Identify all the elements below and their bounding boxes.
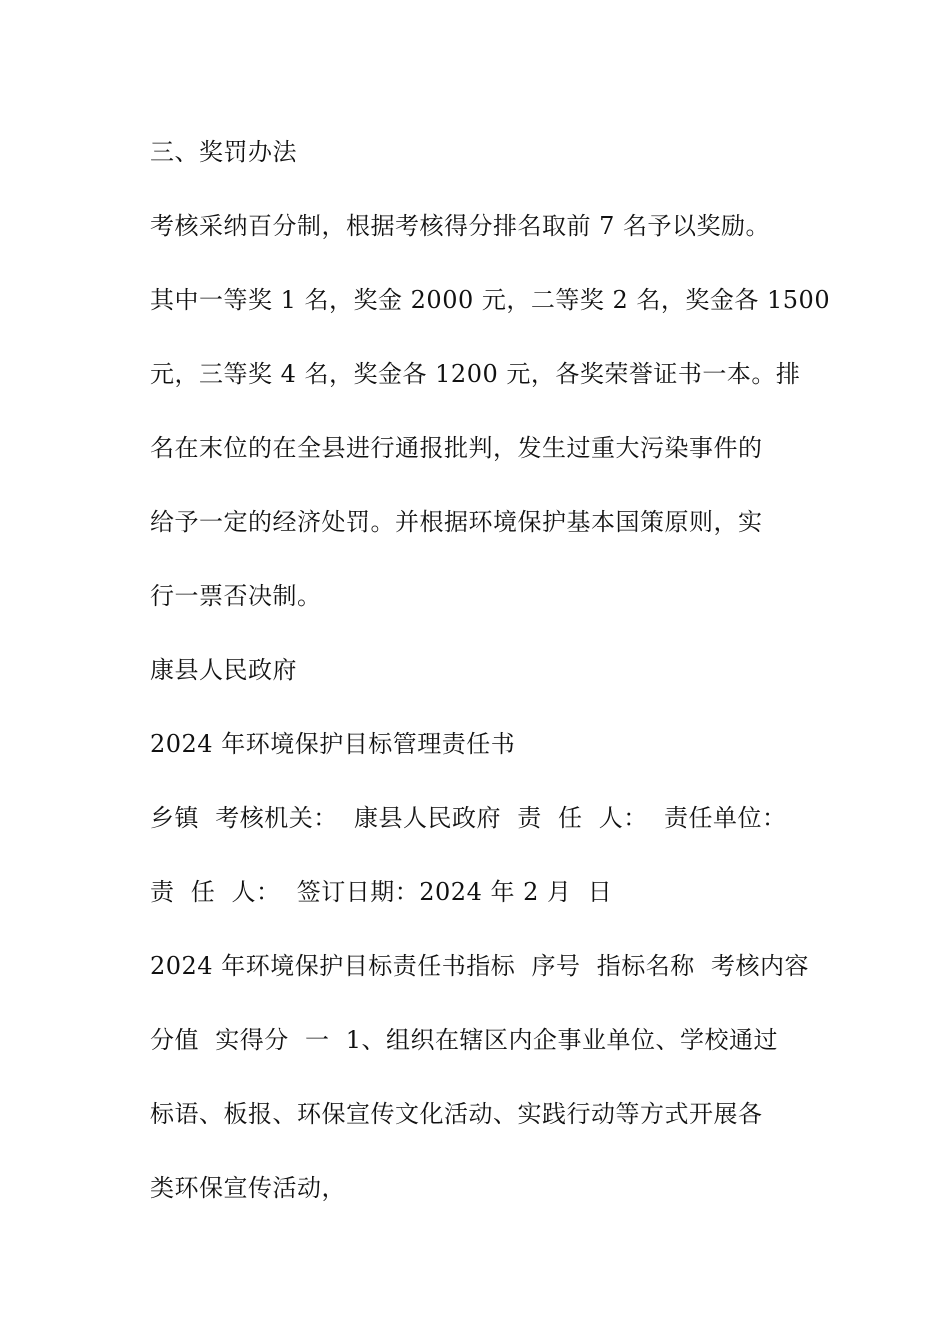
issuer-name: 康县人民政府 (150, 656, 297, 684)
signing-date-line: 责 任 人： 签订日期：2024 年 2 月 日 (150, 878, 613, 906)
indicator-table-line: 标语、板报、环保宣传文化活动、实践行动等方式开展各 (150, 1100, 763, 1128)
indicator-table-line: 类环保宣传活动， (150, 1174, 346, 1202)
paragraph-line: 考核采纳百分制，根据考核得分排名取前 7 名予以奖励。 (150, 212, 771, 240)
paragraph-line: 元，三等奖 4 名，奖金各 1200 元，各奖荣誉证书一本。排 (150, 360, 801, 388)
paragraph-line: 名在末位的在全县进行通报批判，发生过重大污染事件的 (150, 434, 763, 462)
section-heading: 三、奖罚办法 (150, 138, 297, 166)
paragraph-line: 行一票否决制。 (150, 582, 322, 610)
indicator-table-line: 分值 实得分 一 1、组织在辖区内企事业单位、学校通过 (150, 1026, 779, 1054)
paragraph-line: 给予一定的经济处罚。并根据环境保护基本国策原则，实 (150, 508, 763, 536)
signatory-line: 乡镇 考核机关： 康县人民政府 责 任 人： 责任单位： (150, 804, 787, 832)
document-title: 2024 年环境保护目标管理责任书 (150, 730, 516, 758)
indicator-table-line: 2024 年环境保护目标责任书指标 序号 指标名称 考核内容 (150, 952, 809, 980)
paragraph-line: 其中一等奖 1 名，奖金 2000 元，二等奖 2 名，奖金各 1500 (150, 286, 831, 314)
